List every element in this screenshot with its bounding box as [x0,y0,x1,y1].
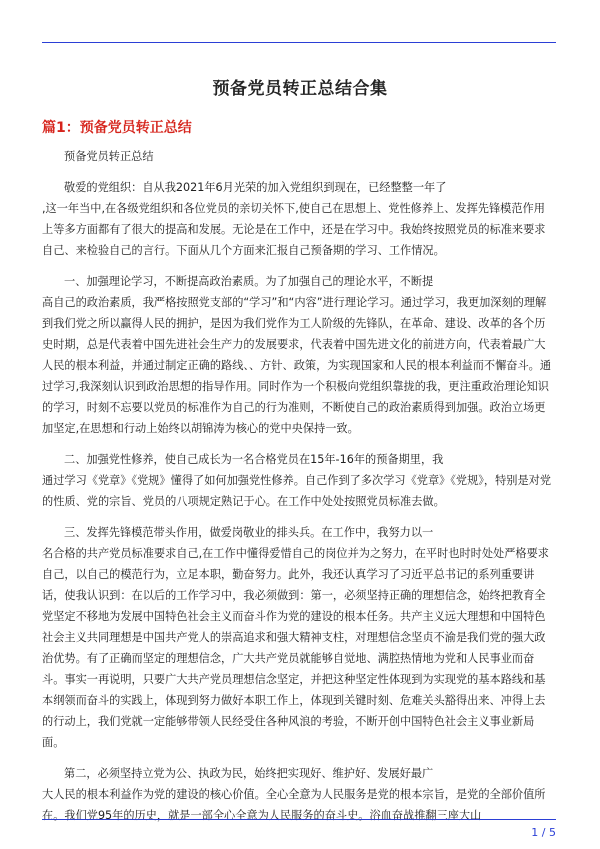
subheading: 预备党员转正总结 [64,150,154,163]
paragraph-1: ,这一年当中,在各级党组织和各位党员的亲切关怀下,使自己在思想上、党性修养上、发挥先锋模范作用上等多方面都有了很大的提高和发展。无论是在工作中，还是在学习中。我始终按照党员的标准来要求自己、来检验自己的言行。下面从几个方面来汇报自己预备期的学习、工作情况。 [42,202,546,257]
paragraph-3-lead: 二、加强党性修养，使自己成长为一名合格党员在15年-16年的预备期里，我 [64,453,444,466]
paragraph-2-body: 高自己的政治素质，我严格按照党支部的“学习”和“内容”进行理论学习。通过学习，我更加深刻的理解到我们党之所以赢得人民的拥护，是因为我们党作为工人阶级的先锋队，在革命、建设、改革的各个历史时期，总是代表着中国先进社会生产力的发展要求，代表着中国先进文化的前进方向，代表着最广大人民的根本利益，并通过制定正确的路线、、方针、政策，为实现国家和人民的根本利益而不懈奋斗。通过学习,我深刻认识到政治思想的指导作用。同时作为一个积极向党组织靠拢的我，更注重政治理论知识的学习，时刻不忘要以党员的标准作为自己的行为准则，不断使自己的政治素质得到加强。政治立场更加坚定,在思想和行动上始终以胡锦涛为核心的党中央保持一致。 [42,296,552,435]
paragraph-4-lead: 三、发挥先锋模范带头作用，做爱岗敬业的排头兵。在工作中，我努力以一 [64,526,434,539]
salutation: 敬爱的党组织：自从我2021年6月光荣的加入党组织到现在，已经整整一年了 [64,181,447,194]
paragraph-4-body: 名合格的共产党员标准要求自己,在工作中懂得爱惜自己的岗位并为之努力，在平时也时时处处严格要求自己，以自己的模范行为，立足本职，勤奋努力。此外，我还认真学习了习近平总书记的系列重要讲话，使我认识到：在以后的工作学习中，我必须做到：第一，必须坚持正确的理想信念，始终把教育全党坚定不移地为发展中国特色社会主义而奋斗作为党的建设的根本任务。共产主义远大理想和中国特色社会主义共同理想是中国共产党人的崇高追求和强大精神支柱，对理想信念坚贞不渝是我们党的强大政治优势。有了正确而坚定的理想信念，广大共产党员就能够自觉地、满腔热情地为党和人民事业而奋斗。事实一再说明，只要广大共产党员理想信念坚定，并把这种坚定性体现到为实现党的基本路线和基本纲领而奋斗的实践上，体现到努力做好本职工作上，体现到关键时刻、危难关头豁得出来、冲得上去的行动上，我们党就一定能够带领人民经受住各种风浪的考验，不断开创中国特色社会主义事业新局面。 [42,547,549,749]
paragraph-5-body: 大人民的根本利益作为党的建设的核心价值。全心全意为人民服务是党的根本宗旨，是党的全部价值所在。我们党95年的历史，就是一部全心全意为人民服务的奋斗史。浴血奋战推翻三座大山 [42,788,546,822]
document-title: 预备党员转正总结合集 [212,79,388,99]
document-body [42,146,556,826]
section-title: 篇1：预备党员转正总结 [42,120,192,136]
paragraph-3-body: 通过学习《党章》《党规》懂得了如何加强党性修养。自己作到了多次学习《党章》《党规》，特别是对党的性质、党的宗旨、党员的八项规定熟记于心。在工作中处处按照党员标准去做。 [42,474,552,508]
header-rule [42,42,556,43]
footer-rule [42,819,556,820]
page-number: 1 / 5 [531,826,556,839]
paragraph-2-lead: 一、加强理论学习，不断提高政治素质。为了加强自己的理论水平，不断提 [64,275,434,288]
paragraph-5-lead: 第二，必须坚持立党为公、执政为民，始终把实现好、维护好、发展好最广 [64,767,434,780]
